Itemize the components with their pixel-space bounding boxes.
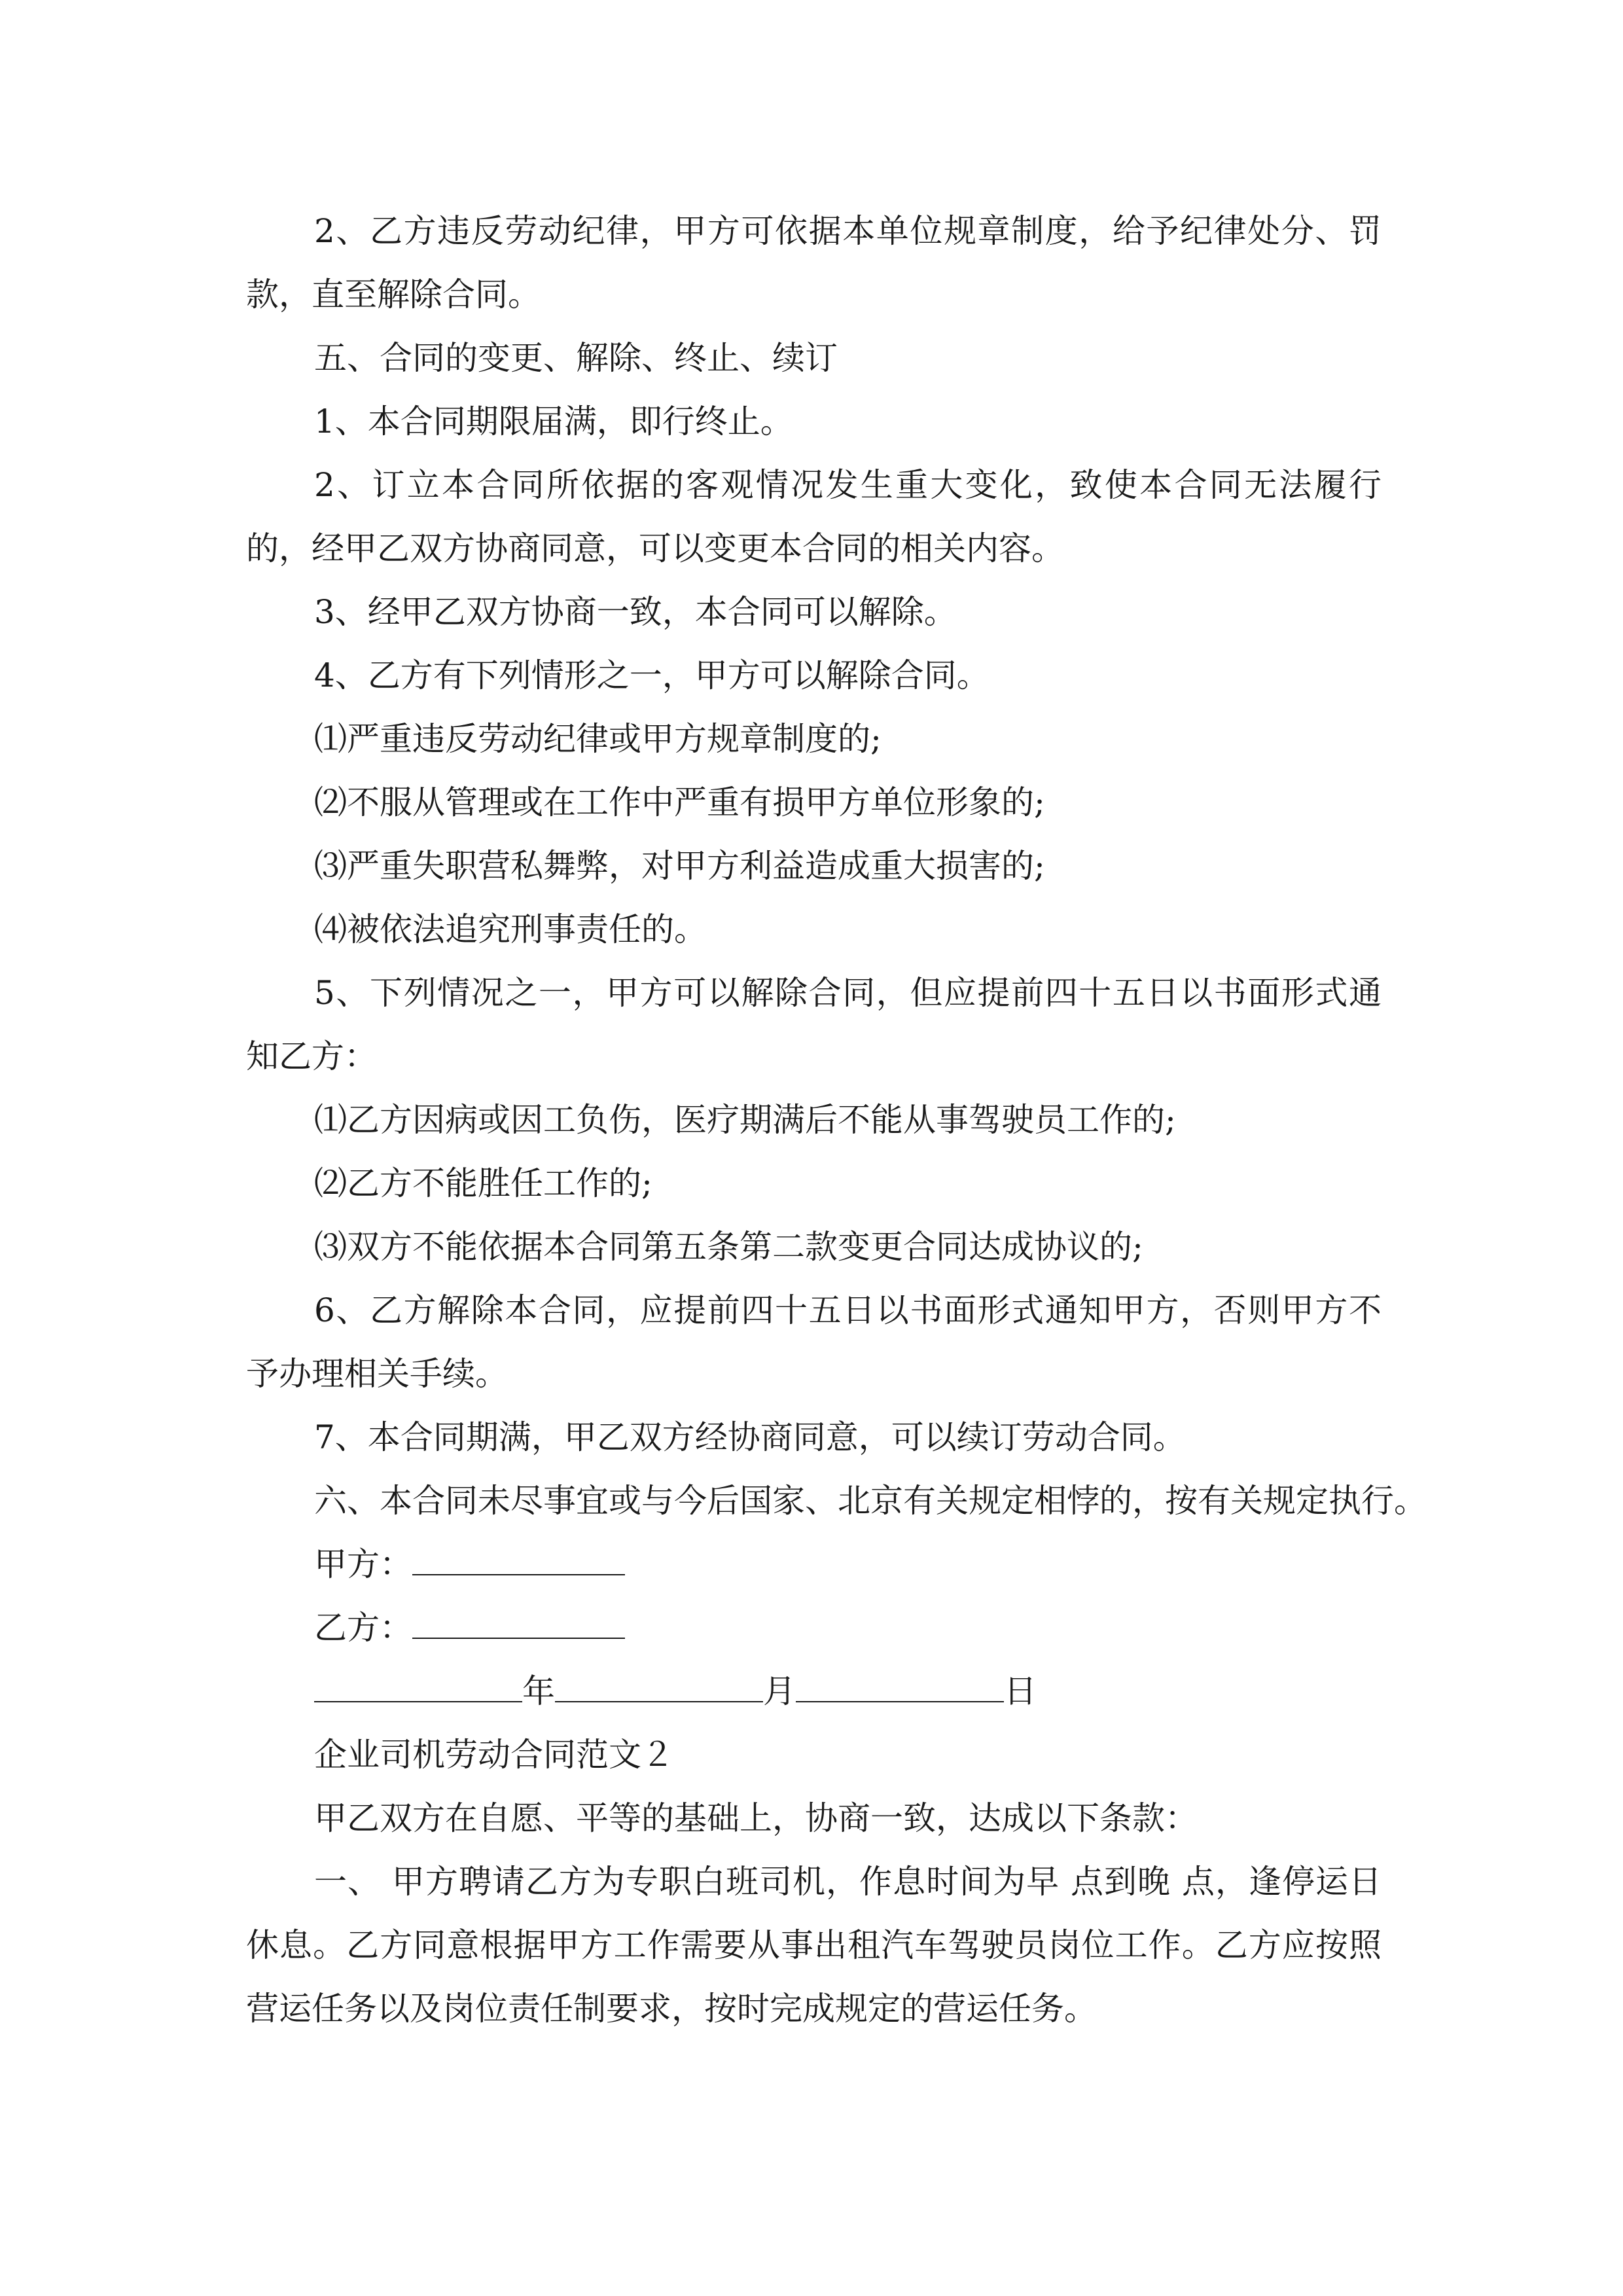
section-heading: 六、本合同未尽事宜或与今后国家、北京有关规定相悖的，按有关规定执行。 <box>314 1482 1427 1520</box>
day-label: 日 <box>1004 1672 1037 1710</box>
day-blank[interactable] <box>796 1700 1004 1702</box>
month-blank[interactable] <box>555 1700 763 1702</box>
list-item: ⑵不服从管理或在工作中严重有损甲方单位形象的; <box>314 783 1045 821</box>
document-subtitle: 企业司机劳动合同范文２ <box>314 1736 674 1774</box>
party-b-signature-line <box>246 1596 1382 1660</box>
party-b-label: 乙方： <box>314 1609 412 1647</box>
paragraph: 甲乙双方在自愿、平等的基础上，协商一致，达成以下条款： <box>314 1799 1198 1837</box>
paragraph: 6、乙方解除本合同，应提前四十五日以书面形式通知甲方，否则甲方不予办理相关手续。 <box>246 1291 1382 1393</box>
list-item: ⑶双方不能依据本合同第五条第二款变更合同达成协议的; <box>314 1228 1143 1266</box>
paragraph: 2、乙方违反劳动纪律，甲方可依据本单位规章制度，给予纪律处分、罚款，直至解除合同。 <box>246 212 1382 314</box>
paragraph: 7、本合同期满，甲乙双方经协商同意，可以续订劳动合同。 <box>314 1418 1186 1456</box>
date-line <box>246 1660 1382 1723</box>
year-label: 年 <box>522 1672 555 1710</box>
paragraph: 2、订立本合同所依据的客观情况发生重大变化，致使本合同无法履行的，经甲乙双方协商同意，可以变更本合同的相关内容。 <box>246 466 1382 567</box>
list-item: ⑴严重违反劳动纪律或甲方规章制度的; <box>314 720 882 758</box>
year-blank[interactable] <box>314 1700 522 1702</box>
party-a-blank[interactable] <box>412 1573 625 1575</box>
paragraph: 5、下列情况之一，甲方可以解除合同，但应提前四十五日以书面形式通知乙方： <box>246 974 1382 1075</box>
paragraph: 3、经甲乙双方协商一致，本合同可以解除。 <box>314 593 957 631</box>
list-item: ⑴乙方因病或因工负伤，医疗期满后不能从事驾驶员工作的; <box>314 1101 1176 1139</box>
list-item: ⑷被依法追究刑事责任的。 <box>314 910 707 948</box>
paragraph: 一、 甲方聘请乙方为专职白班司机，作息时间为早 点到晚 点，逢停运日休息。乙方同意根据甲方工作需要从事出租汽车驾驶员岗位工作。乙方应按照营运任务以及岗位责任制要求，按时完成规定的营运任务。 <box>246 1863 1382 2028</box>
party-a-label: 甲方： <box>314 1545 412 1583</box>
party-b-blank[interactable] <box>412 1637 625 1639</box>
month-label: 月 <box>763 1672 796 1710</box>
party-a-signature-line <box>246 1533 1382 1596</box>
list-item: ⑶严重失职营私舞弊，对甲方利益造成重大损害的; <box>314 847 1045 885</box>
document-body <box>246 200 1427 2041</box>
paragraph: 1、本合同期限届满，即行终止。 <box>314 403 793 440</box>
list-item: ⑵乙方不能胜任工作的; <box>314 1164 652 1202</box>
section-heading: 五、合同的变更、解除、终止、续订 <box>314 339 838 377</box>
paragraph: 4、乙方有下列情形之一，甲方可以解除合同。 <box>314 656 990 694</box>
